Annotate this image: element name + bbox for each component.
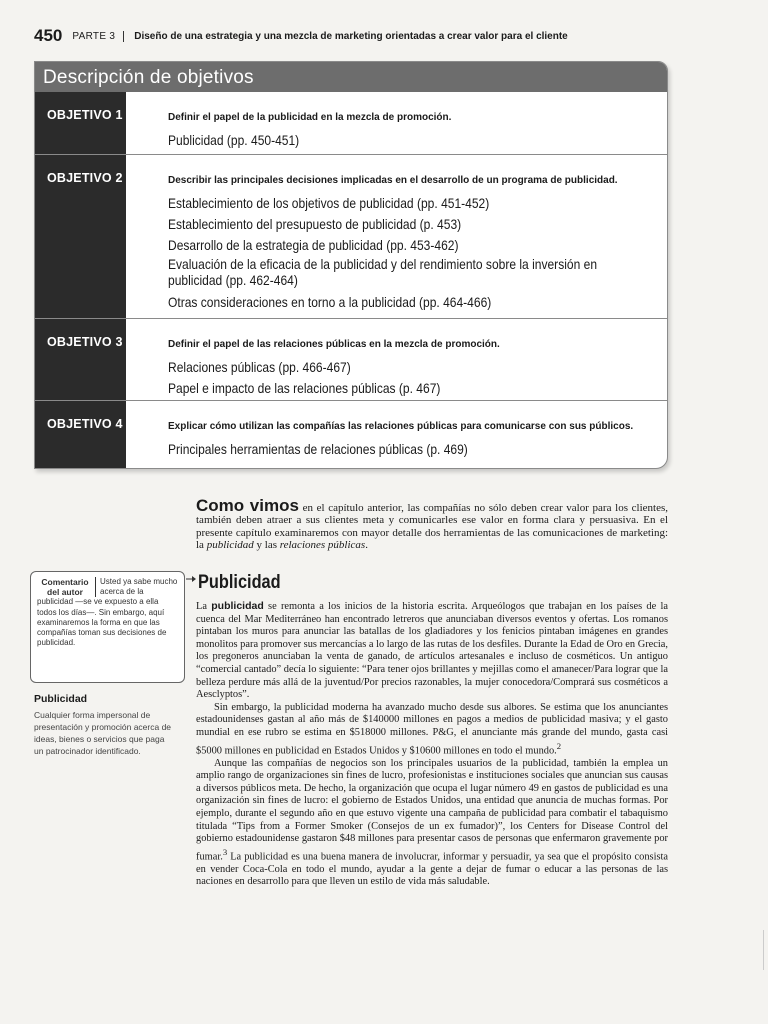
body-paragraph: Sin embargo, la publicidad moderna ha avanzado mucho desde sus albores. Se estima que los anunciantes estadounidenses gastan al año más de $140000 millones en pagos a medios de publicidad masiva; y el gasto mundial en ese rubro se estima en $518000 millones. P&G, el anunciante más grande del mundo, gasta casi $5000 millones en publicidad en Estados Unidos y $10600 millones en todo el mundo.$^2$	[196, 701, 668, 756]
objective-topic: Establecimiento del presupuesto de publicidad (p. 453)	[168, 216, 462, 232]
intro-emphasis: relaciones públicas	[279, 539, 366, 552]
intro-text: .	[365, 539, 368, 552]
author-comment-text: Usted ya sabe mucho acerca de la publicidad —se ve expuesto a ella todos los días—. Sin embargo, aquí examinaremos la forma en que las compañías toman sus decisiones de publicidad.	[37, 577, 178, 648]
objective-topic: Establecimiento de los objetivos de publicidad (pp. 451-452)	[168, 195, 490, 211]
objective-description: Explicar cómo utilizan las compañías las relaciones públicas para comunicarse con sus públicos.	[168, 421, 634, 432]
footnote-ref: 3	[222, 846, 228, 857]
objective-topic: Evaluación de la eficacia de la publicidad y del rendimiento sobre la inversión en publicidad (pp. 462-464)	[168, 256, 598, 288]
running-title: Diseño de una estrategia y una mezcla de marketing orientadas a crear valor para el cliente	[134, 30, 568, 42]
objective-row	[35, 92, 667, 154]
objective-description: Definir el papel de las relaciones públicas en la mezcla de promoción.	[168, 339, 500, 350]
page-number: 450	[34, 26, 63, 45]
objective-topic: Relaciones públicas (pp. 466-467)	[168, 359, 351, 375]
divider	[763, 930, 764, 970]
objectives-title: Descripción de objetivos	[43, 67, 254, 88]
body-paragraph: Aunque las compañías de negocios son los principales usuarios de la publicidad, también la emplea un amplio rango de organizaciones sin fines de lucro, profesionistas e instituciones sociales que anuncian sus causas a diversos públicos meta. De hecho, la organización que ocupa el lugar número 49 en gastos de publicidad es una organización sin fines de lucro: el gobierno de Estados Unidos, una entidad que anuncia de muchas formas. Por ejemplo, durante el segundo año en que estuvo vigente una campaña de publicidad para combatir el tabaquismo titulada “Tips from a Former Smoker (Consejos de un ex fumador)”, los Centers for Disease Control del gobierno estadounidense gastaron $48 millones para presentar casos de personas que enfermaron gravemente por fumar.$^3$ La publicidad es una buena manera de involucrar, informar y persuadir, ya sea que el propósito consista en vender Coca-Cola en todo el mundo, ayudar a la gente a dejar de fumar o educar a las personas de las naciones en desarrollo para que lleven un estilo de vida más saludable.	[196, 757, 668, 888]
section-heading: Publicidad	[198, 572, 281, 593]
intro-text: y las	[253, 539, 280, 552]
glossary-term: Publicidad	[34, 693, 88, 705]
intro-emphasis: publicidad	[206, 539, 254, 552]
intro-lead: Como vimos	[196, 496, 299, 515]
objective-topic: Principales herramientas de relaciones públicas (p. 469)	[168, 441, 468, 457]
page-header	[34, 26, 568, 46]
arrow-right-icon	[186, 574, 196, 584]
objective-label: OBJETIVO 4	[47, 417, 123, 431]
objective-description: Definir el papel de la publicidad en la mezcla de promoción.	[168, 112, 452, 123]
author-comment-label: Comentario del autor	[37, 577, 96, 597]
objective-description: Describir las principales decisiones implicadas en el desarrollo de un programa de publicidad.	[168, 175, 618, 186]
objective-row	[35, 154, 667, 319]
objective-row	[35, 400, 667, 469]
objective-topic: Publicidad (pp. 450-451)	[168, 132, 300, 148]
body-paragraph: La publicidad se remonta a los inicios de la historia escrita. Arqueólogos que trabajan en los países de la cuenca del Mar Mediterráneo han encontrado letreros que anunciaban diversos eventos y ofertas. Los romanos pintaban los muros para anunciar las batallas de los gladiadores y los fenicios pintaban imágenes en grandes monolitos para promover sus mercancías a lo largo de las rutas de los desfiles. Durante la Edad de Oro en Grecia, los pregoneros anunciaban la venta de ganado, de artículos artesanales e incluso de cosméticos. Un antiguo “comercial cantado” decía lo siguiente: “Para tener ojos brillantes y mejillas como el amanecer/Para lograr que la belleza perdure más allá de la juventud/Por precios razonables, la mujer conocedora/Comprará sus cosméticos a Aesclyptos”.	[196, 600, 669, 701]
part-label: PARTE 3	[72, 31, 124, 42]
objective-topic: Desarrollo de la estrategia de publicidad (pp. 453-462)	[168, 237, 459, 253]
body-text	[196, 600, 668, 889]
objective-label: OBJETIVO 3	[47, 335, 123, 349]
intro-text: en el capítulo anterior, las compañías no sólo deben crear valor para los clientes, también deben atraer a sus clientes meta y comunicarles ese valor en forma clara y persuasiva. En el presente capítulo examinaremos con mayor detalle dos herramientas de las comunicaciones de marketing: la	[196, 502, 668, 552]
objective-row	[35, 318, 667, 401]
objective-topic: Otras consideraciones en torno a la publicidad (pp. 464-466)	[168, 294, 492, 310]
objective-label: OBJETIVO 1	[47, 108, 123, 122]
footnote-ref: 2	[556, 740, 562, 751]
chapter-intro	[196, 496, 668, 552]
objectives-banner	[35, 62, 667, 92]
objectives-box	[34, 61, 668, 469]
glossary-note	[34, 693, 176, 757]
objective-topic: Papel e impacto de las relaciones públicas (p. 467)	[168, 380, 441, 396]
author-comment-box	[30, 571, 185, 683]
objective-label: OBJETIVO 2	[47, 171, 123, 185]
glossary-definition: Cualquier forma impersonal de presentación y promoción acerca de ideas, bienes o servicios que paga un patrocinador identificado.	[34, 710, 172, 756]
key-term: publicidad	[211, 600, 264, 612]
